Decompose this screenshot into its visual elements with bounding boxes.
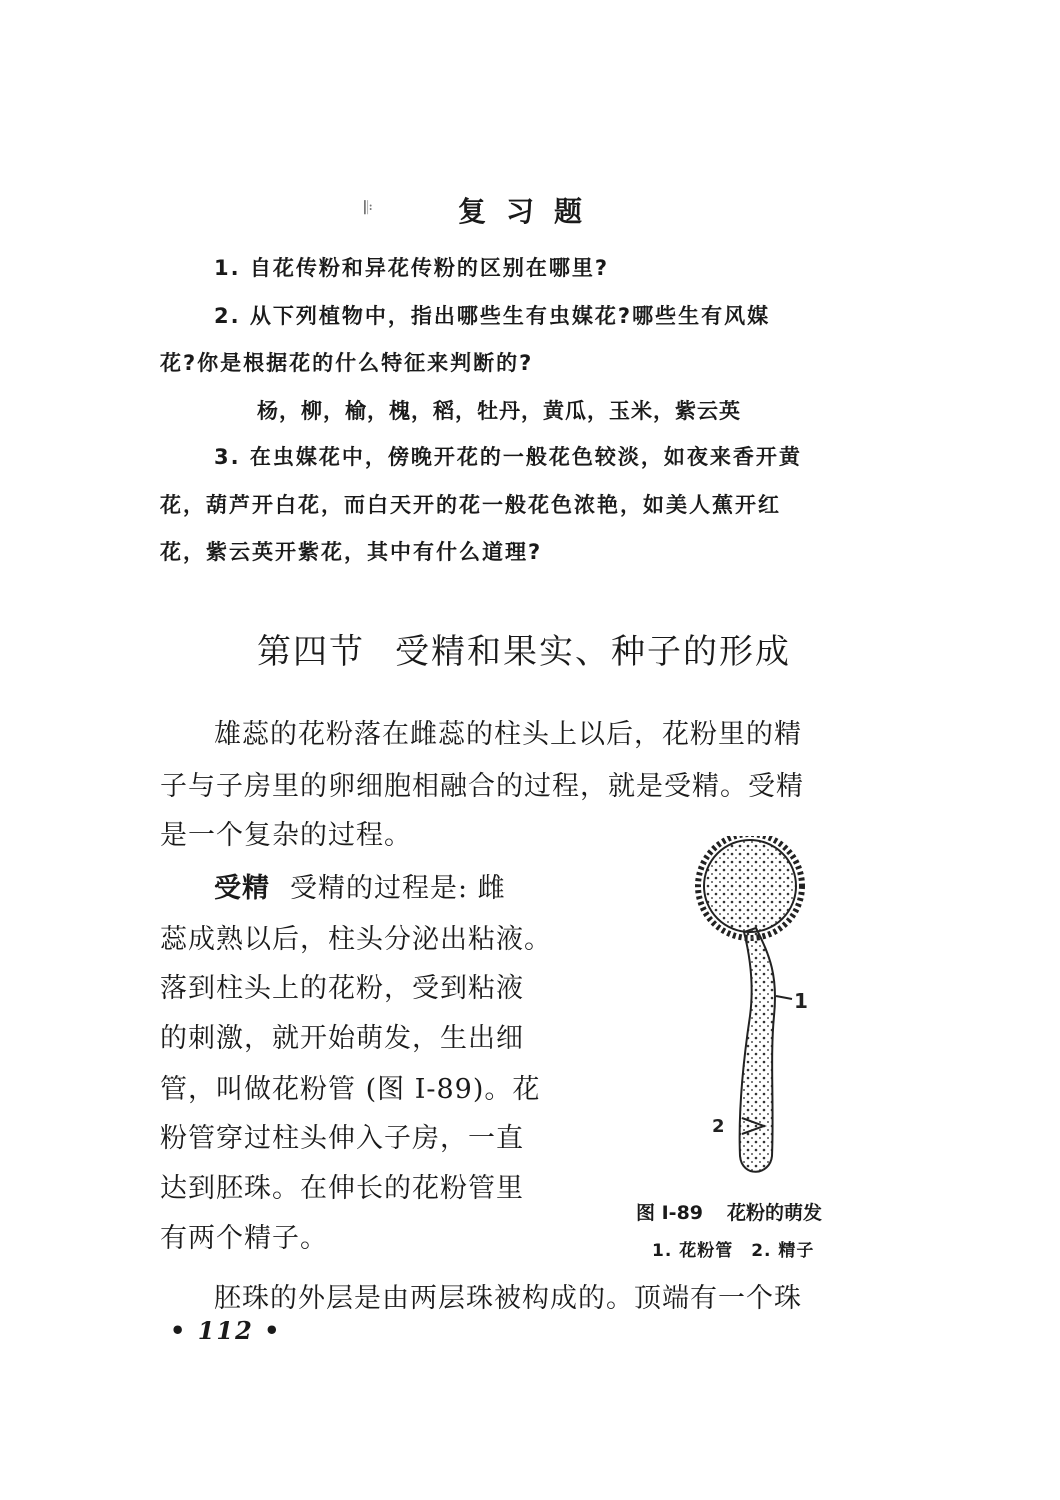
figure-caption [636,1198,822,1225]
question-3-line-1: 3. 在虫媒花中，傍晚开花的一般花色较淡，如夜来香开黄 [214,445,802,469]
figure-label-1: 1 [794,989,808,1013]
pollen-grain [698,836,802,938]
fertilization-line-4: 的刺激，就开始萌发，生出细 [160,1023,524,1054]
figure-legend-1: 1. 花粉管 [652,1241,734,1261]
page-number: • 112 • [170,1316,282,1345]
section-heading [257,624,791,673]
question-2-line-2: 花?你是根据花的什么特征来判断的? [160,351,534,375]
intro-line-1: 雄蕊的花粉落在雌蕊的柱头上以后，花粉里的精 [214,719,802,750]
review-title: 复习题 [457,195,602,228]
question-1: 1. 自花传粉和异花传粉的区别在哪里? [214,256,610,280]
fertilization-line-6: 粉管穿过柱头伸入子房，一直 [160,1123,524,1154]
figure-legend [652,1236,814,1261]
fertilization-line-1 [214,866,506,905]
figure-title: 花粉的萌发 [727,1202,823,1224]
fertilization-line-8: 有两个精子。 [160,1223,328,1254]
pollen-tube [740,928,775,1172]
fertilization-keyword: 受精 [214,873,270,904]
question-2-plant-list: 杨，柳，榆，槐，稻，牡丹，黄瓜，玉米，紫云英 [257,399,741,423]
pollen-germination-figure [682,836,822,1186]
question-3-line-3: 花，紫云英开紫花，其中有什么道理? [160,540,543,564]
section-number: 第四节 [257,632,365,672]
fertilization-line-7: 达到胚珠。在伸长的花粉管里 [160,1173,524,1204]
fertilization-line-5: 管，叫做花粉管 (图 I-89)。花 [160,1074,541,1105]
fertilization-line-3: 落到柱头上的花粉，受到粘液 [160,973,524,1004]
figure-number: 图 I-89 [636,1202,704,1224]
fertilization-line-1-text: 受精的过程是: 雌 [290,873,506,904]
stray-print-mark: 𝄆 [364,198,373,219]
section-title: 受精和果实、种子的形成 [395,632,791,672]
fertilization-line-2: 蕊成熟以后，柱头分泌出粘液。 [160,924,552,955]
question-2-line-1: 2. 从下列植物中，指出哪些生有虫媒花?哪些生有风媒 [214,304,771,328]
intro-line-3: 是一个复杂的过程。 [160,820,412,851]
question-3-line-2: 花，葫芦开白花，而白天开的花一般花色浓艳，如美人蕉开红 [160,493,781,517]
ovule-paragraph-line: 胚珠的外层是由两层珠被构成的。顶端有一个珠 [214,1283,802,1314]
figure-label-2: 2 [712,1116,725,1137]
figure-legend-2: 2. 精子 [751,1241,815,1261]
intro-line-2: 子与子房里的卵细胞相融合的过程，就是受精。受精 [160,771,804,802]
